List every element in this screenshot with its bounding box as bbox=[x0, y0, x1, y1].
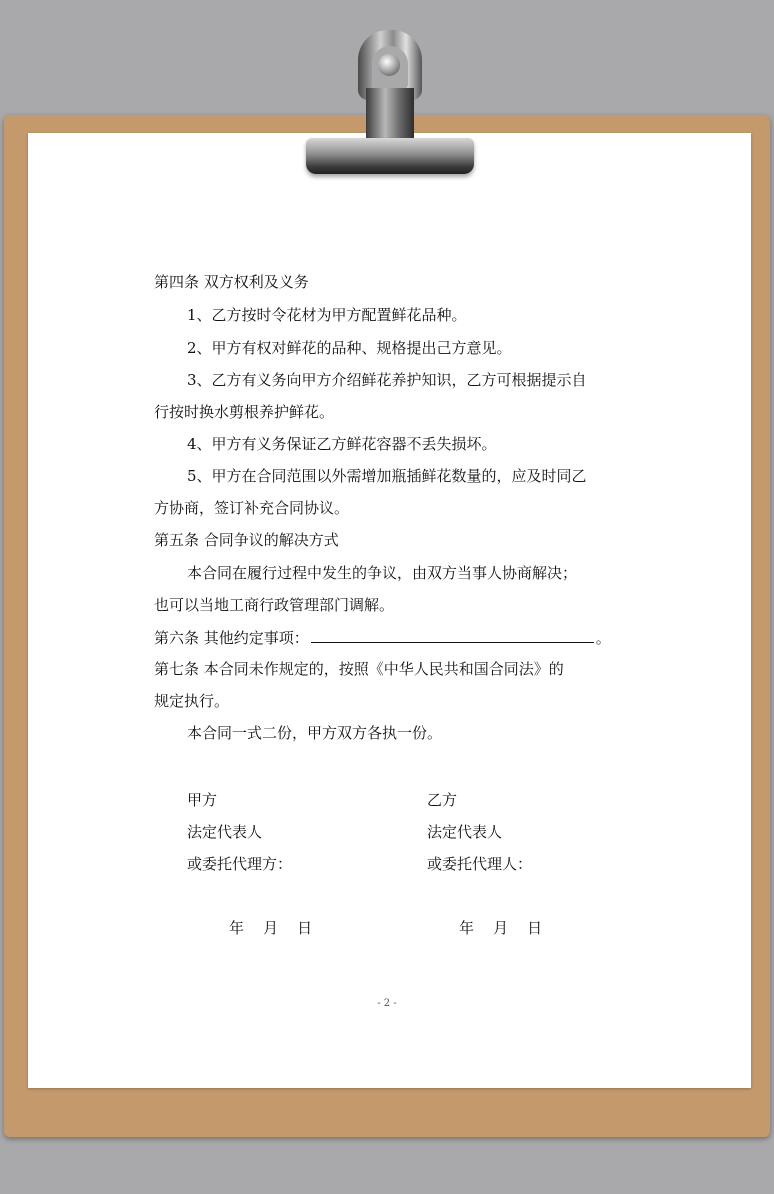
article4-item3-line1: 3、乙方有义务向甲方介绍鲜花养护知识，乙方可根据提示自 bbox=[187, 371, 587, 389]
article4-item3-line2: 行按时换水剪根养护鲜花。 bbox=[154, 403, 335, 421]
page-number: - 2 - bbox=[377, 998, 397, 1009]
article5-line1: 本合同在履行过程中发生的争议，由双方当事人协商解决； bbox=[187, 564, 578, 582]
party-b-representative: 法定代表人 bbox=[427, 823, 503, 841]
binder-clip-neck bbox=[366, 88, 414, 140]
article4-heading: 第四条 双方权利及义务 bbox=[154, 273, 309, 291]
party-a-representative: 法定代表人 bbox=[187, 823, 263, 841]
article4-item2: 2、甲方有权对鲜花的品种、规格提出己方意见。 bbox=[187, 339, 512, 357]
party-b-label: 乙方 bbox=[427, 791, 458, 809]
party-a-label: 甲方 bbox=[187, 791, 218, 809]
article5-line2: 也可以当地工商行政管理部门调解。 bbox=[154, 596, 395, 614]
article5-heading: 第五条 合同争议的解决方式 bbox=[154, 531, 339, 549]
article6-end: 。 bbox=[595, 629, 611, 647]
article7-line2: 规定执行。 bbox=[154, 692, 230, 710]
party-b-date: 年 月 日 bbox=[459, 919, 543, 937]
binder-clip-base bbox=[306, 138, 474, 174]
article7-line1: 第七条 本合同未作规定的，按照《中华人民共和国合同法》的 bbox=[154, 660, 564, 678]
binder-clip-bolt bbox=[378, 54, 400, 76]
party-a-agent: 或委托代理方： bbox=[187, 855, 293, 873]
copies-statement: 本合同一式二份，甲方双方各执一份。 bbox=[187, 724, 443, 742]
article6-label: 第六条 其他约定事项： bbox=[154, 629, 309, 647]
party-b-agent: 或委托代理人： bbox=[427, 855, 533, 873]
article4-item4: 4、甲方有义务保证乙方鲜花容器不丢失损坏。 bbox=[187, 435, 497, 453]
article6-line bbox=[154, 627, 774, 648]
article4-item5-line2: 方协商，签订补充合同协议。 bbox=[154, 499, 350, 517]
article4-item1: 1、乙方按时令花材为甲方配置鲜花品种。 bbox=[187, 306, 467, 324]
article6-blank-line bbox=[311, 627, 594, 643]
party-a-date: 年 月 日 bbox=[229, 919, 313, 937]
article4-item5-line1: 5、甲方在合同范围以外需增加瓶插鲜花数量的，应及时同乙 bbox=[187, 467, 587, 485]
